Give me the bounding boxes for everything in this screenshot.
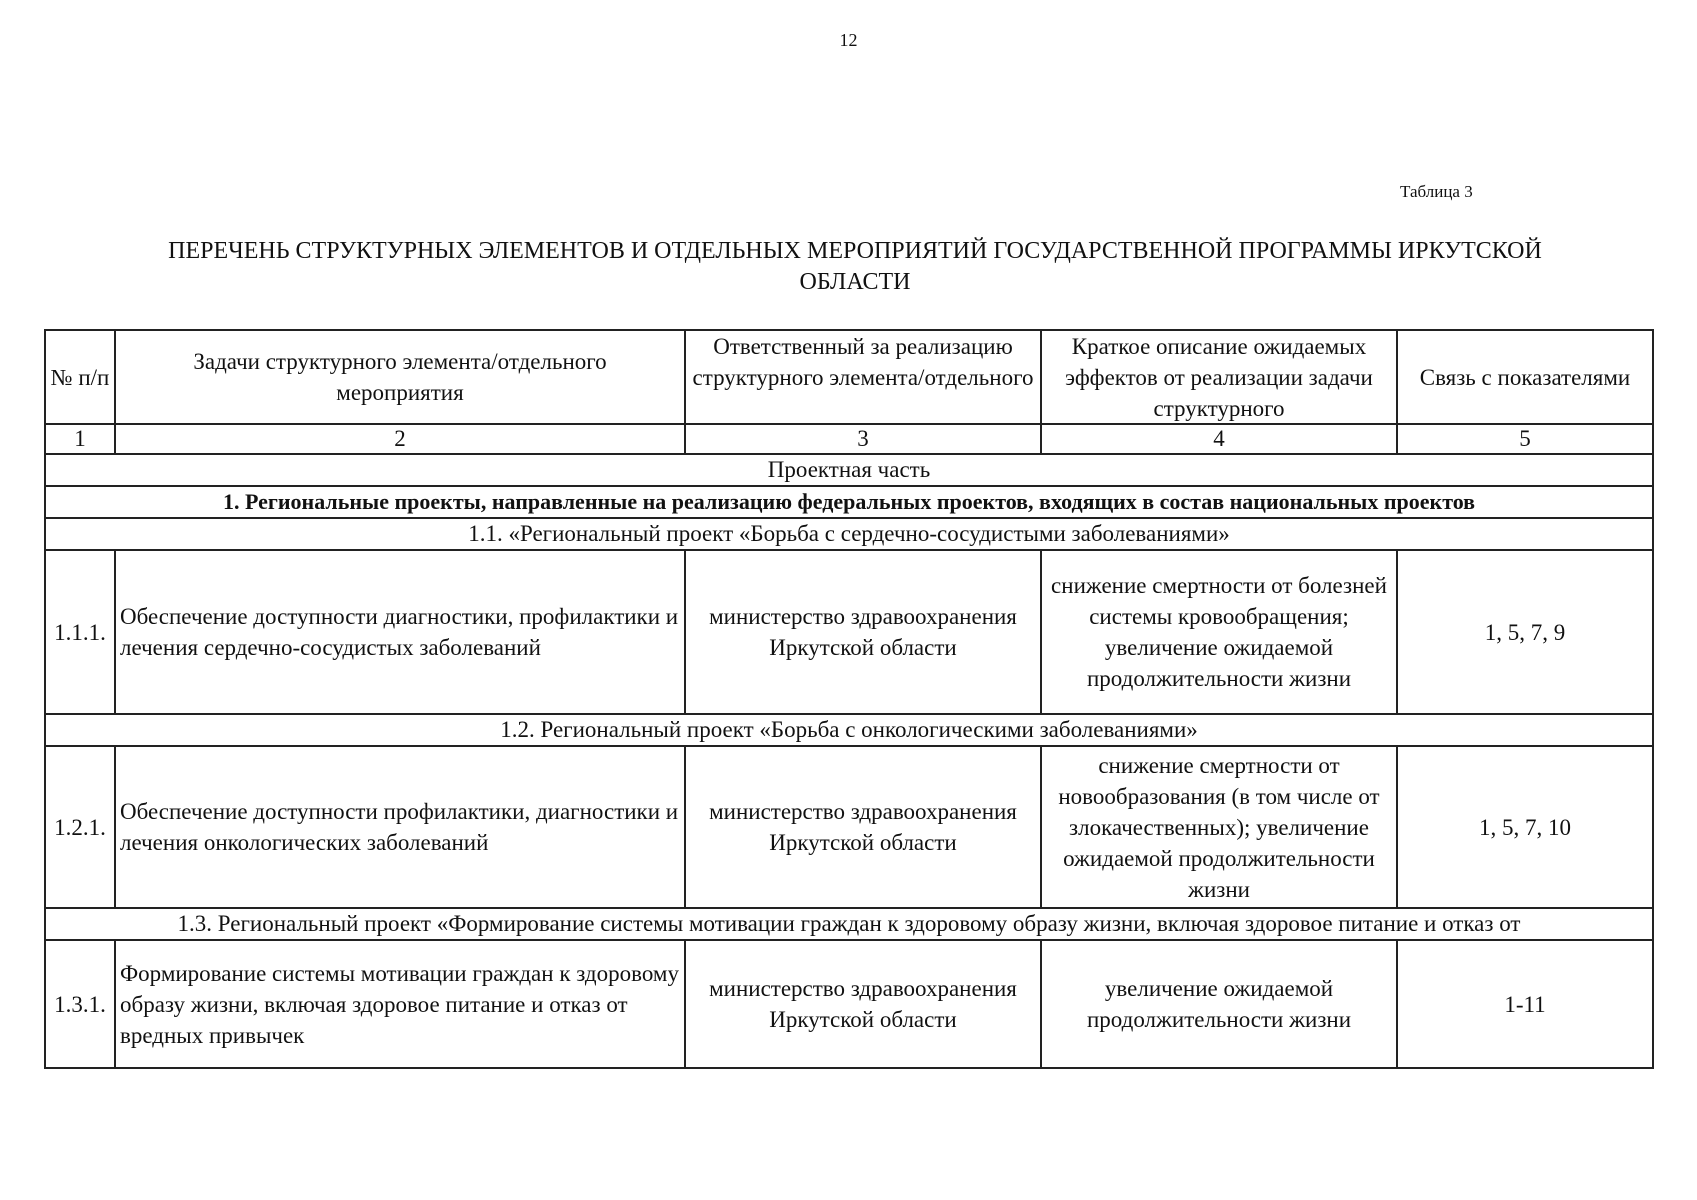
table-row [45, 746, 1653, 908]
effects-cell: увеличение ожидаемой продолжительности жизни [1041, 940, 1397, 1068]
column-number: 4 [1041, 424, 1397, 454]
table-row [45, 940, 1653, 1068]
column-number: 2 [115, 424, 685, 454]
responsible-cell: министерство здравоохранения Иркутской области [685, 940, 1041, 1068]
indicators-cell: 1, 5, 7, 9 [1397, 550, 1653, 714]
section-title: 1.1. «Региональный проект «Борьба с сердечно-сосудистыми заболеваниями» [45, 518, 1653, 550]
document-title [90, 236, 1620, 298]
column-numbers-row [45, 424, 1653, 454]
indicators-cell: 1-11 [1397, 940, 1653, 1068]
responsible-cell: министерство здравоохранения Иркутской области [685, 550, 1041, 714]
title-line-2: ОБЛАСТИ [799, 269, 911, 295]
table-header-row [45, 330, 1653, 424]
section-title: 1. Региональные проекты, направленные на реализацию федеральных проектов, входящих в состав национальных проектов [45, 486, 1653, 518]
structural-elements-table [44, 329, 1654, 1069]
section-row-1 [45, 486, 1653, 518]
section-row-1-2 [45, 714, 1653, 746]
row-number: 1.3.1. [45, 940, 115, 1068]
title-line-1: ПЕРЕЧЕНЬ СТРУКТУРНЫХ ЭЛЕМЕНТОВ И ОТДЕЛЬНЫХ МЕРОПРИЯТИЙ ГОСУДАРСТВЕННОЙ ПРОГРАММЫ ИРКУТСКОЙ [168, 238, 1542, 264]
task-cell: Формирование системы мотивации граждан к здоровому образу жизни, включая здоровое питание и отказ от вредных привычек [115, 940, 685, 1068]
row-number: 1.2.1. [45, 746, 115, 908]
row-number: 1.1.1. [45, 550, 115, 714]
table-row [45, 550, 1653, 714]
column-number: 3 [685, 424, 1041, 454]
section-title: 1.2. Региональный проект «Борьба с онкологическими заболеваниями» [45, 714, 1653, 746]
section-row-project-part [45, 454, 1653, 486]
task-cell: Обеспечение доступности профилактики, диагностики и лечения онкологических заболеваний [115, 746, 685, 908]
section-row-1-1 [45, 518, 1653, 550]
section-title: Проектная часть [45, 454, 1653, 486]
section-row-1-3 [45, 908, 1653, 940]
effects-cell: снижение смертности от новообразования (в том числе от злокачественных); увеличение ожидаемой продолжительности жизни [1041, 746, 1397, 908]
table-label: Таблица 3 [1400, 182, 1473, 201]
header-col-responsible: Ответственный за реализацию структурного элемента/отдельного [685, 330, 1041, 424]
responsible-cell: министерство здравоохранения Иркутской области [685, 746, 1041, 908]
effects-cell: снижение смертности от болезней системы кровообращения; увеличение ожидаемой продолжительности жизни [1041, 550, 1397, 714]
column-number: 1 [45, 424, 115, 454]
header-col-effects: Краткое описание ожидаемых эффектов от реализации задачи структурного [1041, 330, 1397, 424]
section-title: 1.3. Региональный проект «Формирование системы мотивации граждан к здоровому образу жизни, включая здоровое питание и отказ от [45, 908, 1653, 940]
header-col-number: № п/п [45, 330, 115, 424]
header-col-task: Задачи структурного элемента/отдельного мероприятия [115, 330, 685, 424]
column-number: 5 [1397, 424, 1653, 454]
task-cell: Обеспечение доступности диагностики, профилактики и лечения сердечно-сосудистых заболеваний [115, 550, 685, 714]
page-number: 12 [839, 30, 858, 50]
indicators-cell: 1, 5, 7, 10 [1397, 746, 1653, 908]
header-col-indicators: Связь с показателями [1397, 330, 1653, 424]
